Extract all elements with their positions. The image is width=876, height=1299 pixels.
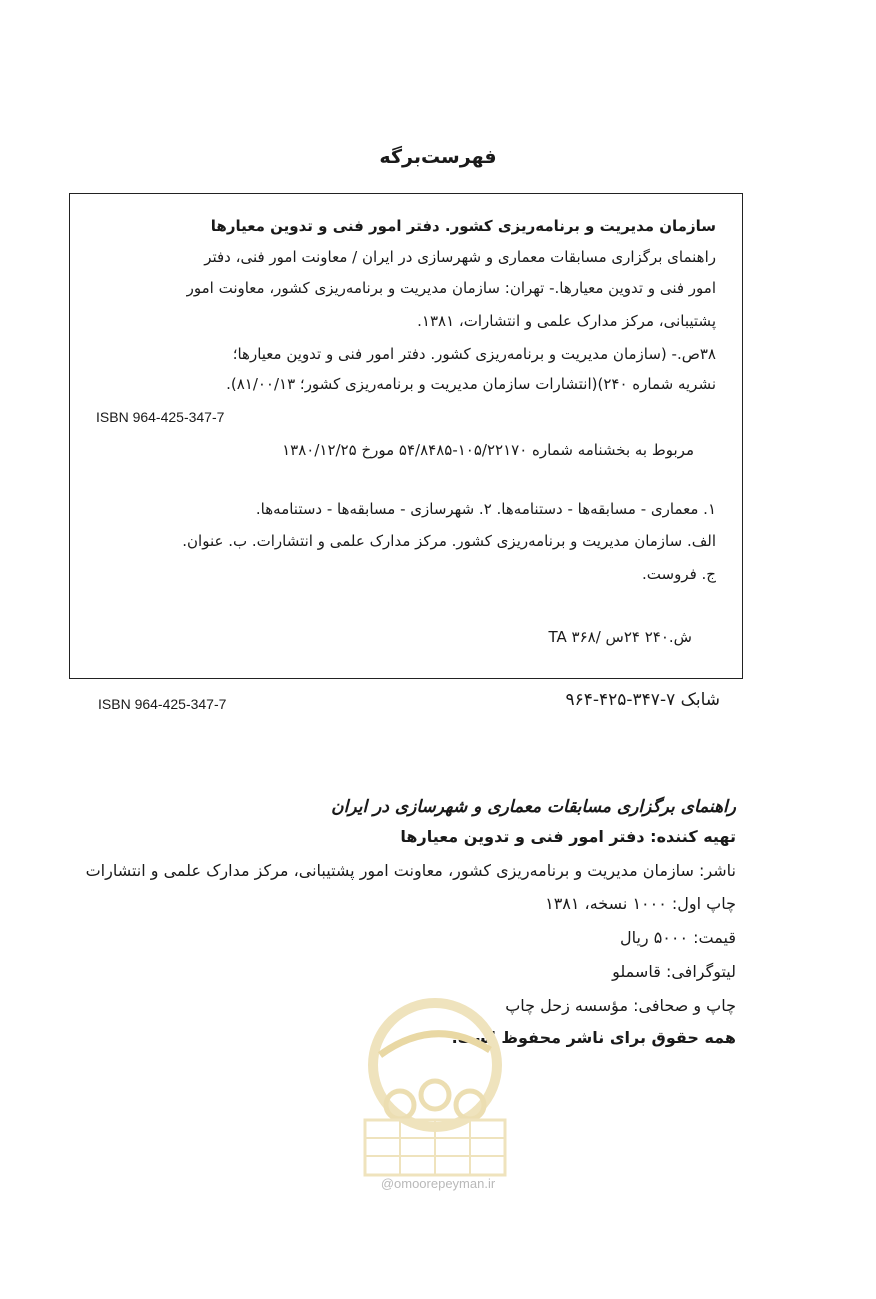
catalog-isbn: ISBN 964-425-347-7: [96, 409, 225, 425]
catalog-subject-1: ۱. معماری - مسابقه‌ها - دستنامه‌ها. ۲. شهرسازی - مسابقه‌ها - دستنامه‌ها.: [255, 500, 716, 518]
catalog-line-4: پشتیبانی، مرکز مدارک علمی و انتشارات، ۱۳۸۱.: [417, 312, 716, 330]
edition: چاپ اول: ۱۰۰۰ نسخه، ۱۳۸۱: [545, 894, 736, 913]
cataloging-record-box: [69, 193, 743, 679]
rights-notice: همه حقوق برای ناشر محفوظ است.: [451, 1028, 736, 1047]
catalog-subject-2: الف. سازمان مدیریت و برنامه‌ریزی کشور. مرکز مدارک علمی و انتشارات. ب. عنوان.: [182, 532, 716, 550]
catalog-line-5: ۳۸ص.- (سازمان مدیریت و برنامه‌ریزی کشور. دفتر امور فنی و تدوین معیارها؛: [232, 345, 716, 363]
catalog-line-6: نشریه شماره ۲۴۰)(انتشارات سازمان مدیریت و برنامه‌ریزی کشور؛ ۸۱/۰۰/۱۳).: [226, 375, 716, 393]
printing: چاپ و صحافی: مؤسسه زحل چاپ: [505, 996, 736, 1015]
prepared-by: تهیه کننده: دفتر امور فنی و تدوین معیارها: [400, 827, 736, 846]
catalog-call-number: ش.۲۴۰ ۲۴س /۳۶۸ TA: [548, 628, 692, 646]
page-heading: فهرست‌برگه: [379, 146, 497, 168]
catalog-line-3: امور فنی و تدوین معیارها.- تهران: سازمان مدیریت و برنامه‌ریزی کشور، معاونت امور: [186, 279, 716, 297]
isbn-persian: شابک ۷-۳۴۷-۴۲۵-۹۶۴: [565, 690, 720, 710]
catalog-line-1: سازمان مدیریت و برنامه‌ریزی کشور. دفتر امور فنی و تدوین معیارها: [210, 217, 716, 235]
catalog-directive: مربوط به بخشنامه شماره ۱۰۵/۲۲۱۷۰-۵۴/۸۴۸۵ مورخ ۱۳۸۰/۱۲/۲۵: [282, 441, 694, 459]
catalog-series: ج. فروست.: [642, 565, 716, 583]
isbn-latin: ISBN 964-425-347-7: [98, 696, 227, 712]
publisher: ناشر: سازمان مدیریت و برنامه‌ریزی کشور، معاونت امور پشتیبانی، مرکز مدارک علمی و انتشارات: [85, 861, 736, 880]
book-title: راهنمای برگزاری مسابقات معماری و شهرسازی در ایران: [331, 797, 736, 817]
price: قیمت: ۵۰۰۰ ریال: [619, 928, 736, 947]
lithography: لیتوگرافی: قاسملو: [612, 962, 736, 981]
watermark-logo-icon: [350, 995, 520, 1185]
watermark-url: @omoorepeyman.ir: [380, 1176, 496, 1191]
catalog-line-2: راهنمای برگزاری مسابقات معماری و شهرسازی در ایران / معاونت امور فنی، دفتر: [204, 248, 716, 266]
